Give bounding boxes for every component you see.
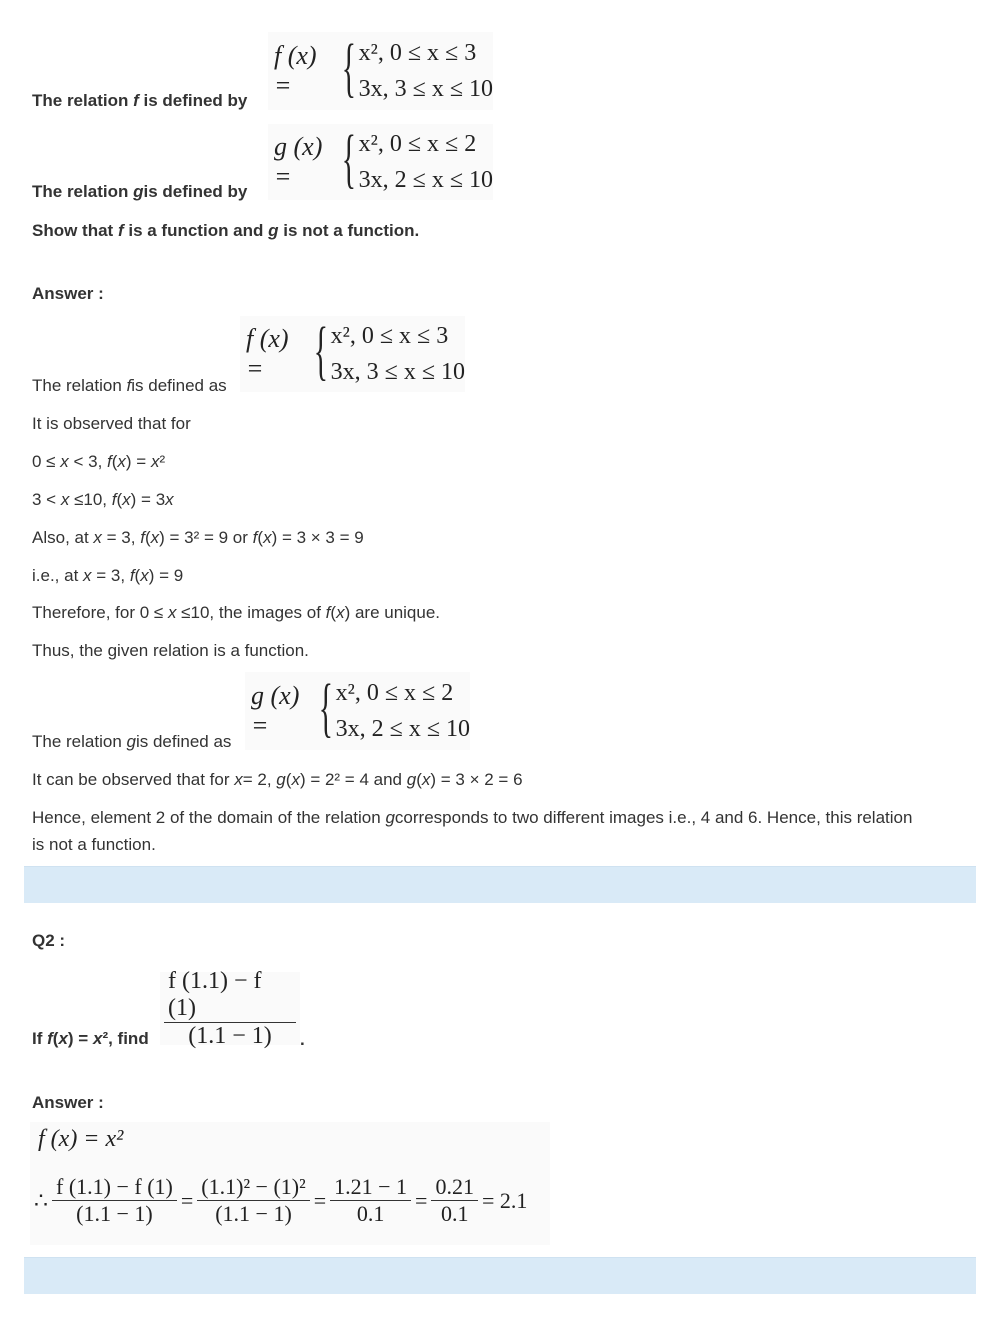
- formula-g-image: [245, 672, 470, 750]
- text-segment: The relation: [32, 91, 134, 110]
- formula-lhs: g (x) =: [251, 681, 300, 740]
- answer-line: [32, 490, 174, 510]
- answer-line: [32, 641, 309, 661]
- text-segment: 3 <: [32, 490, 61, 509]
- section-divider: [24, 1257, 976, 1294]
- math-variable: g: [276, 770, 286, 789]
- math-variable: g: [385, 808, 395, 827]
- text-segment: Therefore, for 0 ≤: [32, 603, 168, 622]
- numerator: f (1.1) − f (1): [52, 1174, 177, 1201]
- text-segment: Show that: [32, 221, 118, 240]
- text-segment: ) = 3 × 2 = 6: [430, 770, 523, 789]
- math-variable: x: [60, 452, 69, 471]
- math-variable: g: [268, 221, 279, 240]
- text-segment: (: [257, 528, 264, 547]
- text-segment: = 2,: [242, 770, 277, 789]
- text-segment: ²: [159, 452, 166, 471]
- brace-icon: {: [341, 31, 356, 104]
- text-segment: i.e., at: [32, 566, 84, 585]
- text-segment: ², find: [102, 1029, 149, 1048]
- text-segment: ) =: [67, 1029, 93, 1048]
- relation-g-defined: [32, 732, 231, 752]
- text-segment: ) =: [125, 452, 151, 471]
- math-variable: x: [117, 452, 126, 471]
- equals: =: [415, 1187, 428, 1213]
- fraction-image: [160, 967, 300, 1049]
- text-segment: is defined as: [135, 732, 232, 751]
- text-segment: is defined as: [131, 376, 227, 395]
- math-variable: f: [325, 603, 331, 622]
- equals: =: [180, 1187, 194, 1213]
- text-segment: The relation: [32, 376, 127, 395]
- text-segment: It can be observed that for: [32, 770, 235, 789]
- period: .: [300, 1030, 305, 1049]
- case-2: 3x, 3 ≤ x ≤ 10: [330, 359, 465, 385]
- math-variable: x: [122, 490, 131, 509]
- formula-lhs: g (x) =: [274, 132, 323, 191]
- math-variable: x: [150, 452, 160, 471]
- text-segment: is defined by: [143, 182, 248, 201]
- answer-line: [32, 566, 183, 586]
- text-segment: (: [111, 452, 118, 471]
- denominator: (1.1 − 1): [76, 1201, 153, 1226]
- question-label: Q2 :: [32, 931, 66, 950]
- text-segment: < 3,: [68, 452, 108, 471]
- text-segment: 0 ≤: [32, 452, 61, 471]
- text-segment: is not a function.: [278, 221, 420, 240]
- answer-line: [32, 452, 165, 472]
- section-divider: [24, 866, 976, 903]
- text-segment: (: [116, 490, 123, 509]
- math-variable: x: [60, 490, 70, 509]
- therefore-symbol: ∴: [34, 1187, 48, 1213]
- math-variable: f: [107, 452, 112, 471]
- text-segment: Also, at: [32, 528, 94, 547]
- formula-f-image: [240, 316, 465, 392]
- numerator: (1.1)² − (1)²: [197, 1174, 309, 1201]
- math-variable: g: [126, 732, 136, 751]
- text-segment: is not a function.: [32, 835, 156, 854]
- text-segment: (: [416, 770, 422, 789]
- math-variable: x: [140, 566, 149, 585]
- text-segment: ) = 2² = 4 and: [299, 770, 407, 789]
- solution-line: f (x) = x²: [38, 1126, 124, 1152]
- text-segment: is a function and: [123, 221, 269, 240]
- formula-lhs: f (x) =: [246, 324, 289, 383]
- math-variable: x: [83, 566, 92, 585]
- text-segment: = 3,: [101, 528, 141, 547]
- question-prompt: [32, 1029, 149, 1049]
- case-2: 3x, 2 ≤ x ≤ 10: [335, 716, 470, 742]
- formula-g-image: [268, 124, 493, 200]
- numerator: 0.21: [431, 1174, 478, 1201]
- text-segment: Thus, the given relation is a function.: [32, 641, 309, 660]
- denominator: 0.1: [440, 1201, 469, 1226]
- math-variable: x: [336, 603, 345, 622]
- relation-f-intro: [32, 91, 247, 111]
- math-variable: x: [150, 528, 160, 547]
- math-variable: x: [92, 1029, 103, 1048]
- answer-line: [32, 770, 523, 790]
- math-variable: x: [93, 528, 102, 547]
- question-task: [32, 221, 419, 241]
- denominator: (1.1 − 1): [188, 1022, 272, 1049]
- case-1: x², 0 ≤ x ≤ 3: [330, 323, 449, 349]
- math-variable: x: [58, 1029, 68, 1048]
- text-segment: corresponds to two different images i.e., 4 and 6. Hence, this relation: [394, 808, 913, 827]
- math-variable: f: [252, 528, 258, 547]
- case-2: 3x, 3 ≤ x ≤ 10: [358, 76, 493, 102]
- answer-line: [32, 528, 364, 548]
- answer-line: [32, 414, 191, 434]
- text-segment: (: [52, 1029, 59, 1048]
- answer-label: Answer :: [32, 284, 104, 303]
- text-segment: (: [285, 770, 292, 789]
- text-segment: (: [134, 566, 141, 585]
- brace-icon: {: [313, 314, 328, 387]
- text-segment: ) = 3: [130, 490, 166, 509]
- math-variable: x: [291, 770, 300, 789]
- math-variable: f: [47, 1029, 53, 1048]
- math-variable: x: [165, 490, 174, 509]
- denominator: (1.1 − 1): [215, 1201, 292, 1226]
- text-segment: ) = 9: [148, 566, 184, 585]
- text-segment: (: [144, 528, 151, 547]
- math-variable: f: [133, 91, 139, 110]
- math-variable: x: [421, 770, 431, 789]
- brace-icon: {: [318, 671, 333, 744]
- equals: =: [313, 1187, 327, 1213]
- math-variable: x: [234, 770, 243, 789]
- text-segment: ) are unique.: [344, 603, 441, 622]
- relation-f-defined: [32, 376, 227, 396]
- text-segment: is defined by: [138, 91, 248, 110]
- case-1: x², 0 ≤ x ≤ 2: [358, 131, 477, 157]
- conclusion-line: [32, 808, 912, 828]
- solution-image: [30, 1122, 550, 1245]
- text-segment: The relation: [32, 182, 134, 201]
- numerator: 1.21 − 1: [330, 1174, 411, 1201]
- formula-f-image: [268, 32, 493, 110]
- denominator: 0.1: [356, 1201, 385, 1226]
- case-2: 3x, 2 ≤ x ≤ 10: [358, 167, 493, 193]
- text-segment: It is observed that for: [32, 414, 191, 433]
- relation-g-intro: [32, 182, 247, 202]
- text-segment: If: [32, 1029, 48, 1048]
- math-variable: g: [133, 182, 144, 201]
- conclusion-line: [32, 835, 156, 855]
- text-segment: = 3,: [91, 566, 130, 585]
- math-variable: f: [111, 490, 117, 509]
- case-1: x², 0 ≤ x ≤ 2: [335, 680, 454, 706]
- text-segment: ) = 3² = 9 or: [159, 528, 253, 547]
- text-segment: ) = 3 × 3 = 9: [271, 528, 364, 547]
- answer-label: Answer :: [32, 1093, 104, 1112]
- text-segment: ≤10, the images of: [176, 603, 326, 622]
- math-variable: g: [406, 770, 417, 789]
- math-variable: f: [129, 566, 135, 585]
- text-segment: ≤10,: [69, 490, 112, 509]
- text-segment: (: [330, 603, 337, 622]
- math-variable: x: [263, 528, 272, 547]
- math-variable: x: [167, 603, 177, 622]
- math-variable: f: [117, 221, 124, 240]
- formula-lhs: f (x) =: [274, 41, 317, 100]
- math-variable: f: [140, 528, 145, 547]
- text-segment: The relation: [32, 732, 127, 751]
- result: = 2.1: [481, 1187, 528, 1213]
- text-segment: Hence, element 2 of the domain of the relation: [32, 808, 386, 827]
- answer-line: [32, 603, 440, 623]
- math-variable: f: [126, 376, 132, 395]
- case-1: x², 0 ≤ x ≤ 3: [358, 40, 477, 66]
- brace-icon: {: [341, 122, 356, 195]
- numerator: f (1.1) − f (1): [164, 968, 296, 1023]
